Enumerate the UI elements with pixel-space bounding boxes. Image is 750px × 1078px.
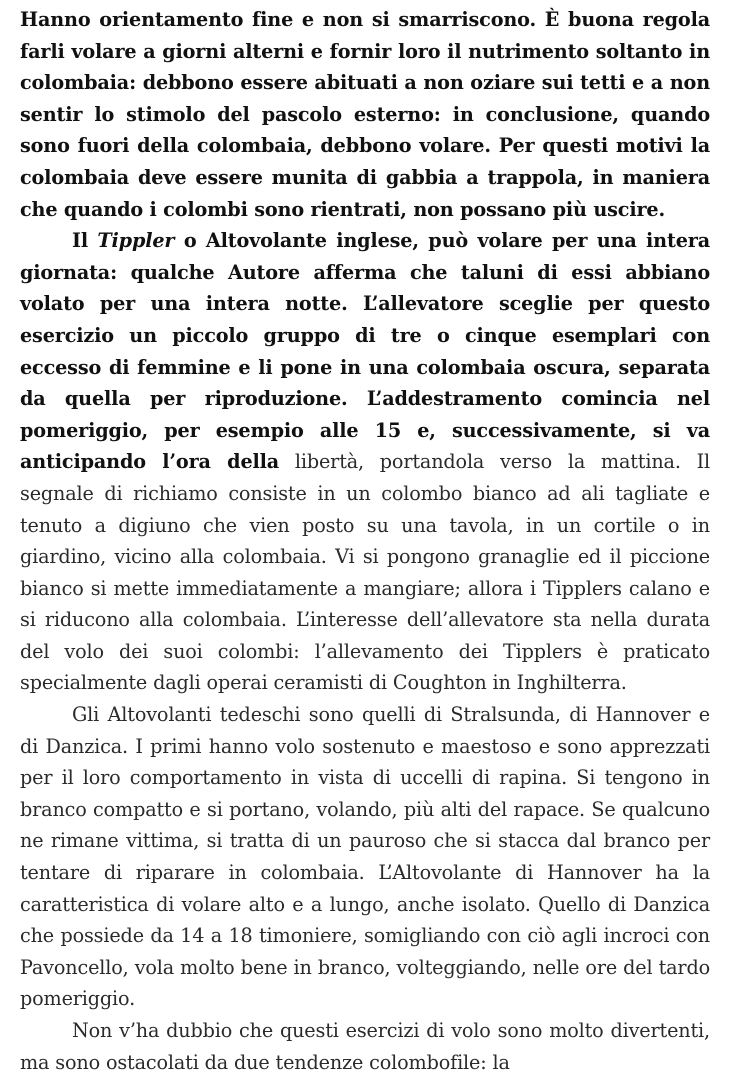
document-page <box>20 4 710 1078</box>
paragraph-2-part-b: libertà, portandola verso la mattina. Il segnale di richiamo consiste in un colombo bianco ad ali tagliate e tenuto a digiuno che vien posto su una tavola, in un cortile o in giardino, vicino alla colombaia. Vi si pongono granaglie ed il piccione bianco si mette immediatamente a mangiare; allora i Tipplers calano e si riducono alla colombaia. L’interesse dell’allevatore sta nella durata del volo dei suoi colombi: l’allevamento dei Tipplers è praticato specialmente dagli operai ceramisti di Coughton in Inghilterra. <box>20 450 711 695</box>
paragraph-4: Non v’ha dubbio che questi esercizi di volo sono molto divertenti, ma sono ostacolati da due tendenze colombofile: la <box>20 1019 710 1074</box>
paragraph-2-part-a: o Altovolante inglese, può volare per una intera giornata: qualche Autore afferma che taluni di essi abbiano volato per una intera notte. L’allevatore sceglie per questo esercizio un piccolo gruppo di tre o cinque esemplari con eccesso di femmine e li pone in una colombaia oscura, separata da quella per riproduzione. L’addestramento comincia nel pomeriggio, per esempio alle 15 e, successivamente, si va anticipando l’ora della <box>20 229 710 474</box>
paragraph-1: Hanno orientamento fine e non si smarriscono. È buona regola farli volare a giorni alterni e fornir loro il nutrimento soltanto in colombaia: debbono essere abituati a non oziare sui tetti e a non sentir lo stimolo del pascolo esterno: in conclusione, quando sono fuori della colombaia, debbono volare. Per questi motivi la colombaia deve essere munita di gabbia a trappola, in maniera che quando i colombi sono rientrati, non possano più uscire. <box>20 8 710 221</box>
paragraph-2-italic-term: Tippler <box>97 229 175 253</box>
paragraph-2 <box>20 225 710 699</box>
paragraph-3: Gli Altovolanti tedeschi sono quelli di Stralsunda, di Hannover e di Danzica. I primi hanno volo sostenuto e maestoso e sono apprezzati per il loro comportamento in vista di uccelli di rapina. Si tengono in branco compatto e si portano, volando, più alti del rapace. Se qualcuno ne rimane vittima, si tratta di un pauroso che si stacca dal branco per tentare di riparare in colombaia. L’Altovolante di Hannover ha la caratteristica di volare alto e a lungo, anche isolato. Quello di Danzica che possiede da 14 a 18 timoniere, somigliando con ciò agli incroci con Pavoncello, vola molto bene in branco, volteggiando, nelle ore del tardo pomeriggio. <box>20 703 710 1011</box>
paragraph-2-lead: Il <box>72 229 98 253</box>
